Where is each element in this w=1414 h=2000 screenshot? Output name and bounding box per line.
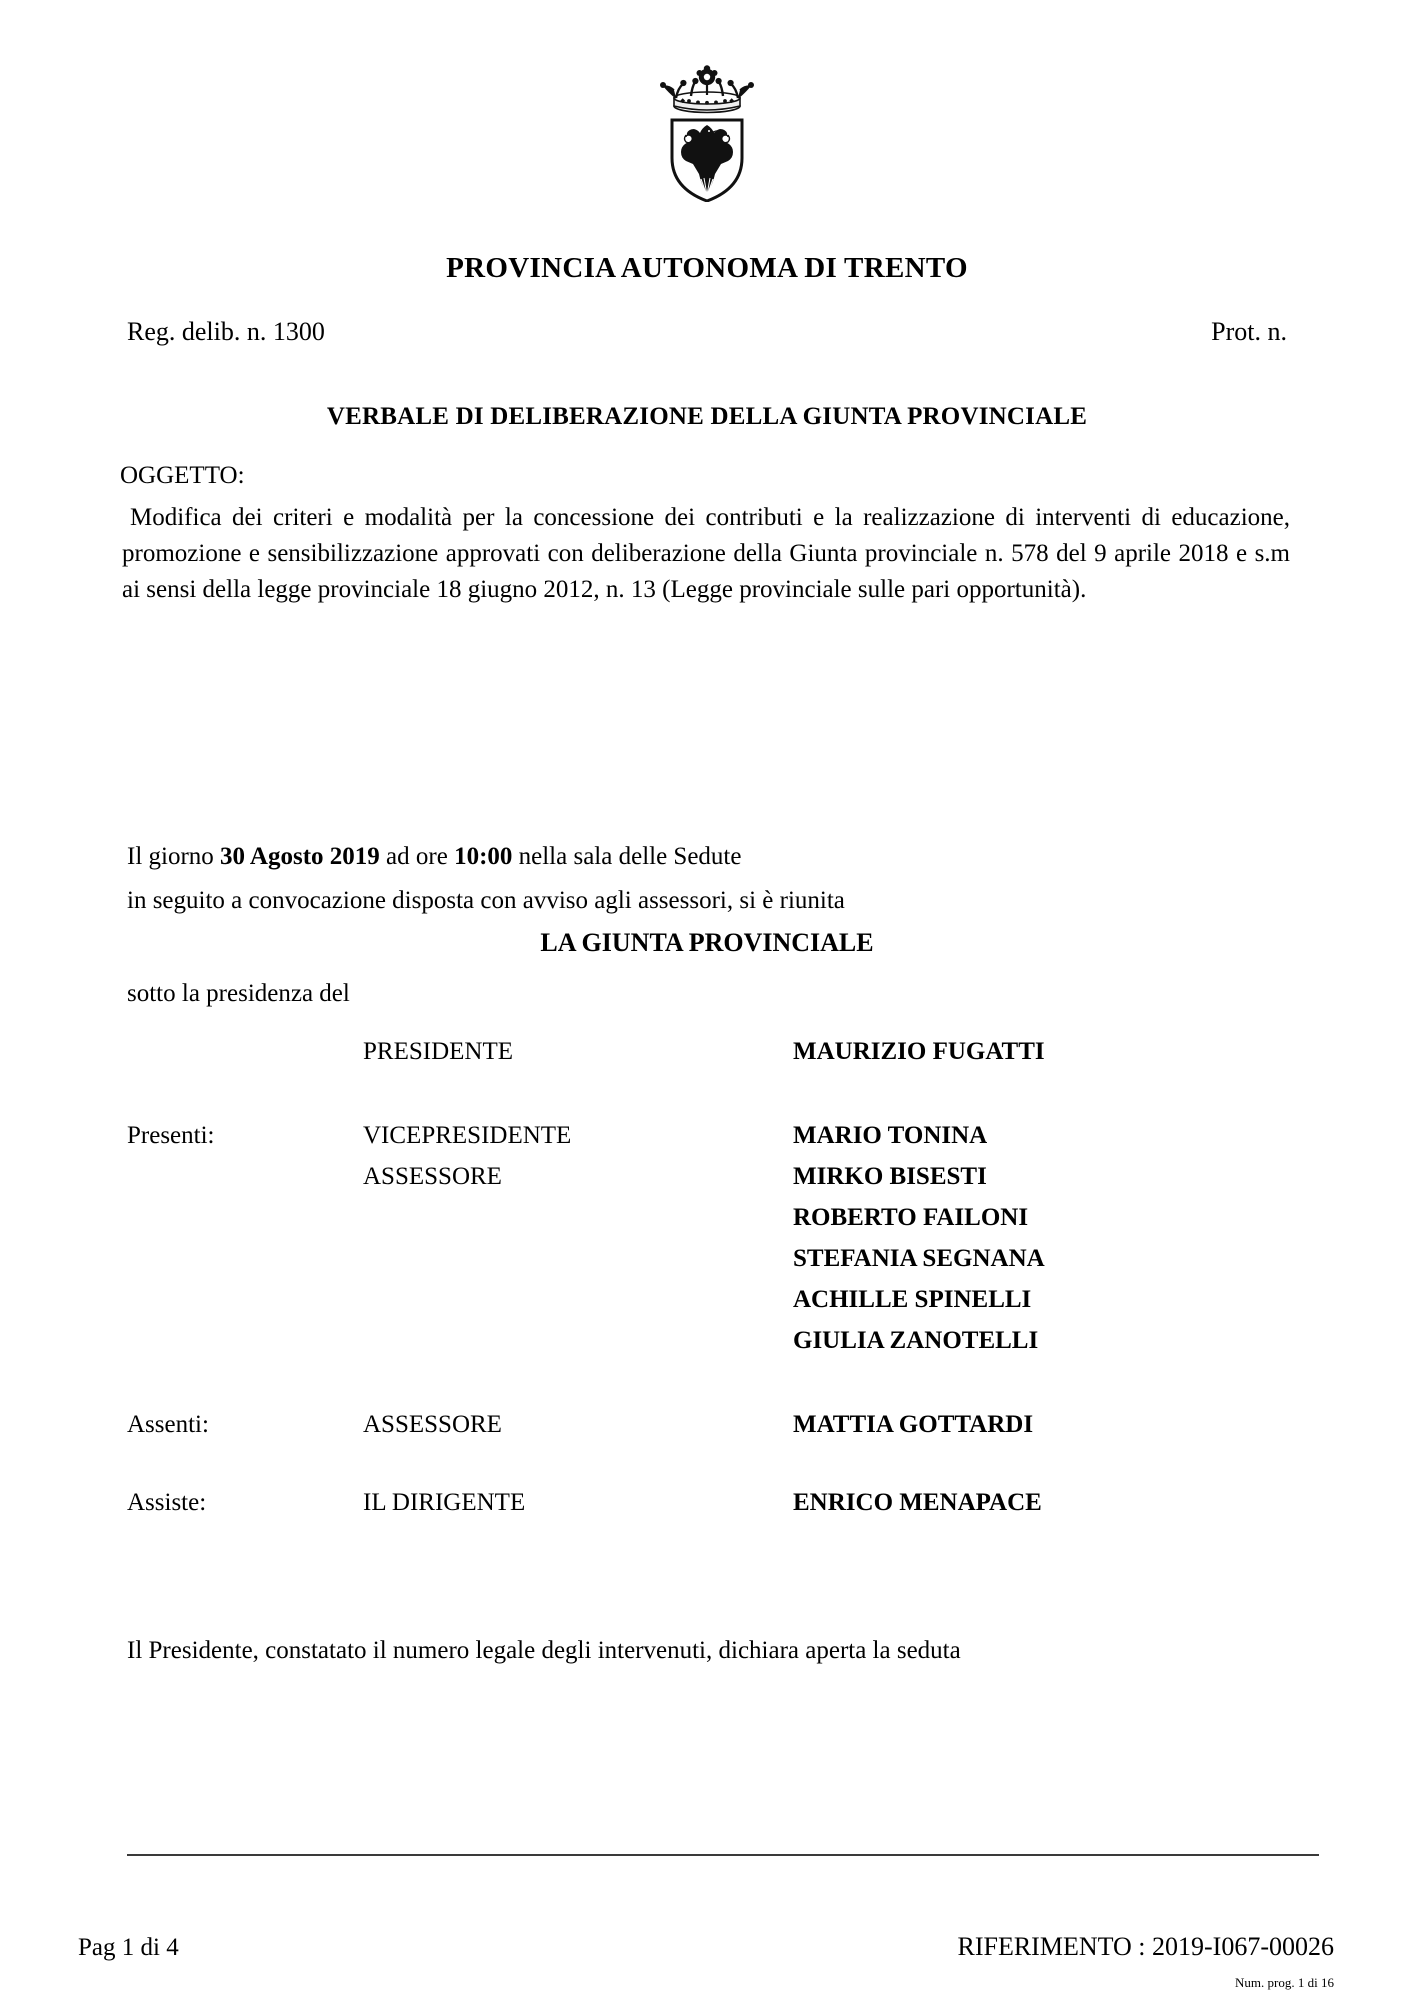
- attendee-name: ENRICO MENAPACE: [793, 1489, 1042, 1516]
- attendance-state: Assenti:: [127, 1411, 209, 1438]
- table-row: [127, 1286, 1287, 1327]
- attendee-role: VICEPRESIDENTE: [363, 1122, 572, 1149]
- table-row: [127, 1122, 1287, 1163]
- meeting-middle: ad ore: [379, 843, 455, 870]
- attendee-role: PRESIDENTE: [363, 1038, 513, 1065]
- attendance-state: Presenti:: [127, 1122, 215, 1149]
- document-type-title: VERBALE DI DELIBERAZIONE DELLA GIUNTA PROVINCIALE: [326, 403, 1088, 430]
- attendee-name: MATTIA GOTTARDI: [793, 1411, 1034, 1438]
- table-row: [127, 1163, 1287, 1204]
- attendee-name: STEFANIA SEGNANA: [793, 1245, 1045, 1272]
- attendee-role: ASSESSORE: [363, 1163, 502, 1190]
- meeting-time: 10:00: [454, 843, 513, 870]
- attendee-name: GIULIA ZANOTELLI: [793, 1327, 1039, 1354]
- meeting-date: 30 Agosto 2019: [220, 843, 380, 870]
- body-name-heading: LA GIUNTA PROVINCIALE: [540, 928, 874, 957]
- attendance-state: Assiste:: [127, 1489, 207, 1516]
- presidency-line: sotto la presidenza del: [127, 980, 350, 1007]
- table-row: [127, 1327, 1287, 1368]
- table-row: [127, 1245, 1287, 1286]
- attendee-name: ACHILLE SPINELLI: [793, 1286, 1032, 1313]
- subject-label: OGGETTO:: [120, 462, 245, 489]
- attendee-name: MIRKO BISESTI: [793, 1163, 987, 1190]
- meeting-prefix: Il giorno: [127, 843, 221, 870]
- institution-title: PROVINCIA AUTONOMA DI TRENTO: [446, 252, 968, 284]
- footer-divider: [127, 1854, 1319, 1856]
- progressive-number: Num. prog. 1 di 16: [1235, 1975, 1334, 1990]
- table-row-president: [127, 1038, 1287, 1079]
- meeting-datetime-line: [127, 843, 741, 871]
- attendee-role: IL DIRIGENTE: [363, 1489, 526, 1516]
- subject-text: Modifica dei criteri e modalità per la concessione dei contributi e la realizzazione di interventi di educazione, promozione e sensibilizzazione approvati con deliberazione della Giunta provinciale n. 578 del 9 aprile 2018 e s.m ai sensi della legge provinciale 18 giugno 2012, n. 13 (Legge provinciale sulle pari opportunità).: [122, 504, 1290, 603]
- attendee-role: ASSESSORE: [363, 1411, 502, 1438]
- emblem-container: [0, 62, 1414, 207]
- attendee-name: MARIO TONINA: [793, 1122, 988, 1149]
- meeting-convocation-line: in seguito a convocazione disposta con avviso agli assessori, si è riunita: [127, 887, 845, 914]
- table-row: [127, 1204, 1287, 1245]
- attendee-name: MAURIZIO FUGATTI: [793, 1038, 1045, 1065]
- register-number: Reg. delib. n. 1300: [127, 317, 325, 346]
- page-number: Pag 1 di 4: [78, 1934, 179, 1961]
- protocol-number: Prot. n.: [1211, 317, 1287, 346]
- reference-number: RIFERIMENTO : 2019-I067-00026: [957, 1932, 1334, 1961]
- attendee-name: ROBERTO FAILONI: [793, 1204, 1029, 1231]
- trento-coat-of-arms-icon: [655, 62, 759, 202]
- meeting-suffix: nella sala delle Sedute: [512, 843, 742, 870]
- register-protocol-row: [127, 317, 1287, 347]
- table-row: [127, 1489, 1287, 1530]
- table-row: [127, 1411, 1287, 1452]
- attendees-table: [127, 1038, 1287, 1530]
- closing-statement: Il Presidente, constatato il numero legale degli intervenuti, dichiara aperta la seduta: [127, 1637, 961, 1664]
